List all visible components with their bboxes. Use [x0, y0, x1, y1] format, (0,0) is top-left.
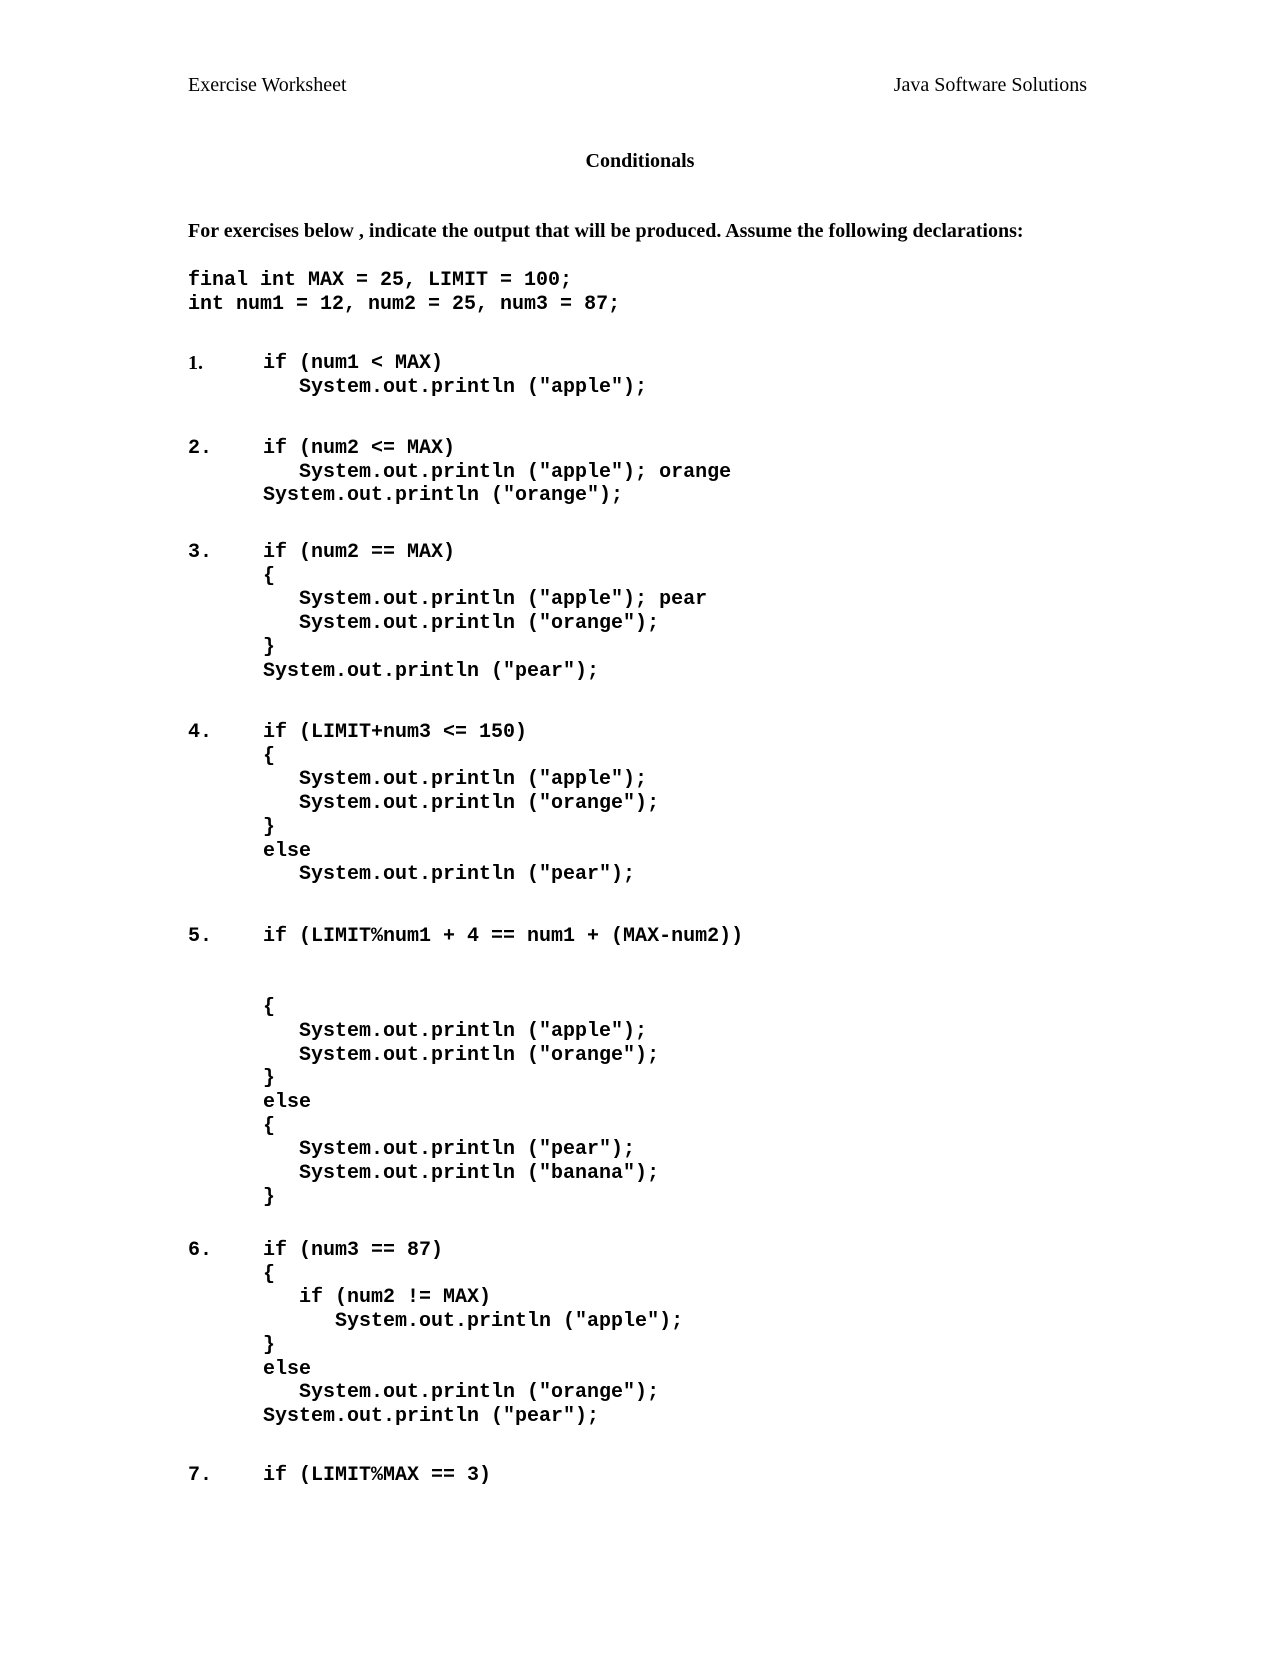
- exercise-code: if (num2 <= MAX) System.out.println ("apple"); orange System.out.println ("orange");: [263, 437, 732, 508]
- header-right: Java Software Solutions: [893, 74, 1087, 96]
- declaration-line: int num1 = 12, num2 = 25, num3 = 87;: [188, 293, 621, 316]
- exercise-code: if (LIMIT+num3 <= 150) { System.out.println ("apple"); System.out.println ("orange"); } else System.out.println ("pear");: [263, 721, 660, 887]
- exercise-number: 5.: [188, 925, 213, 948]
- exercise-code: if (num2 == MAX) { System.out.println ("apple"); pear System.out.println ("orange"); } System.out.println ("pear");: [263, 541, 708, 683]
- exercise-code: if (LIMIT%num1 + 4 == num1 + (MAX-num2)) { System.out.println ("apple"); System.out.println ("orange"); } else { System.out.println ("pear"); System.out.println ("banana"); }: [263, 925, 744, 1209]
- exercise-number: 4.: [188, 721, 213, 744]
- header-left: Exercise Worksheet: [188, 74, 347, 96]
- instructions: For exercises below , indicate the output that will be produced. Assume the following declarations:: [188, 220, 1024, 242]
- exercise-number: 2.: [188, 437, 213, 460]
- exercise-number: 7.: [188, 1464, 213, 1487]
- page-title: Conditionals: [585, 150, 695, 172]
- exercise-code: if (LIMIT%MAX == 3): [263, 1464, 492, 1487]
- declaration-line: final int MAX = 25, LIMIT = 100;: [188, 269, 573, 292]
- exercise-code: if (num1 < MAX) System.out.println ("apple");: [263, 352, 648, 399]
- exercise-number: 3.: [188, 541, 213, 564]
- exercise-number: 1.: [188, 352, 203, 374]
- exercise-number: 6.: [188, 1239, 213, 1262]
- exercise-code: if (num3 == 87) { if (num2 != MAX) System.out.println ("apple"); } else System.out.println ("orange"); System.out.println ("pear");: [263, 1239, 684, 1428]
